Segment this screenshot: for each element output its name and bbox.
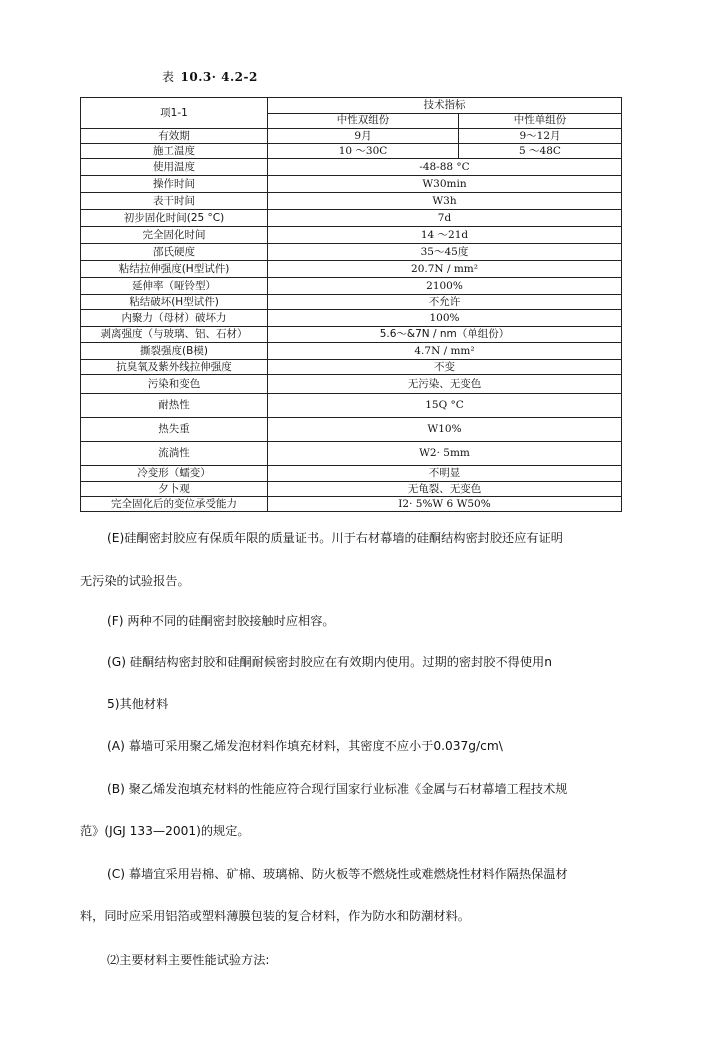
row-name: 完全固化后的变位承受能力 (81, 497, 268, 512)
row-name: 撕裂强度(B模) (81, 343, 268, 360)
paragraph-a: (A) 幕墙可采用聚乙烯发泡材料作填充材料，其密度不应小于0.037g/cm\ (107, 739, 503, 753)
paragraph-e-cont: 无污染的试验报告。 (80, 574, 190, 588)
row-name: 初步固化时间(25 °C) (81, 210, 268, 227)
table-caption (162, 68, 258, 85)
row-name: 有效期 (81, 129, 268, 144)
header-tech: 技术指标 (268, 98, 622, 114)
paragraph-e: (E)硅酮密封胶应有保质年限的质量证书。川于右材幕墙的硅酮结构密封胶还应有证明 (107, 531, 563, 545)
row-value: 无龟裂、无变色 (268, 482, 622, 497)
row-name: 使用温度 (81, 159, 268, 176)
row-name: 热失重 (81, 418, 268, 442)
row-value: -48-88 °C (268, 159, 622, 176)
row-dual: 9月 (268, 129, 459, 144)
row-name: 完全固化时间 (81, 227, 268, 244)
row-value: 100% (268, 310, 622, 327)
row-name: 延伸率（哑铃型） (81, 278, 268, 295)
table-row (81, 129, 622, 144)
table-row (81, 193, 622, 210)
row-value: 35～45度 (268, 244, 622, 261)
table-row (81, 310, 622, 327)
row-value: 15Q °C (268, 394, 622, 418)
row-value: 4.7N / mm² (268, 343, 622, 360)
table-row (81, 343, 622, 360)
row-value: W10% (268, 418, 622, 442)
row-name: 夕卜观 (81, 482, 268, 497)
row-value: 14 ～21d (268, 227, 622, 244)
table-row (81, 159, 622, 176)
table-row (81, 278, 622, 295)
row-name: 污染和变色 (81, 375, 268, 394)
row-name: 表干时间 (81, 193, 268, 210)
row-value: 不明显 (268, 466, 622, 482)
section-test-methods: ⑵主要材料主要性能试验方法: (107, 953, 270, 967)
table-row (81, 442, 622, 466)
row-value: 20.7N / mm² (268, 261, 622, 278)
table-row (81, 176, 622, 193)
row-single: 5 ～48C (459, 144, 622, 159)
header-single: 中性单组份 (459, 113, 622, 129)
table-row (81, 227, 622, 244)
table-row (81, 210, 622, 227)
row-single: 9～12月 (459, 129, 622, 144)
row-name: 耐热性 (81, 394, 268, 418)
row-value: W30min (268, 176, 622, 193)
table-row (81, 261, 622, 278)
paragraph-f: (F) 两种不同的硅酮密封胶接触时应相容。 (107, 614, 335, 628)
row-value: W2· 5mm (268, 442, 622, 466)
row-value: 2100% (268, 278, 622, 295)
row-value: 7d (268, 210, 622, 227)
header-item: 项1-1 (81, 98, 268, 129)
paragraph-b: (B) 聚乙烯发泡填充材料的性能应符合现行国家行业标准《金属与石材幕墙工程技术规 (107, 782, 568, 796)
table-row (81, 244, 622, 261)
row-value: I2· 5%W 6 W50% (268, 497, 622, 512)
header-dual: 中性双组份 (268, 113, 459, 129)
paragraph-b-cont: 范》(JGJ 133—2001)的规定。 (80, 824, 250, 838)
spec-table (80, 97, 622, 512)
paragraph-c-cont: 料，同时应采用铝箔或塑料薄膜包装的复合材料，作为防水和防潮材料。 (80, 909, 470, 923)
row-name: 流淌性 (81, 442, 268, 466)
caption-label: 表 (162, 70, 175, 84)
row-name: 操作时间 (81, 176, 268, 193)
table-row (81, 482, 622, 497)
row-name: 粘结拉伸强度(H型试件) (81, 261, 268, 278)
row-value: 无污染、无变色 (268, 375, 622, 394)
section-other-materials: 5)其他材料 (107, 697, 169, 711)
row-name: 邵氏硬度 (81, 244, 268, 261)
row-name: 内聚力（母材）破坏力 (81, 310, 268, 327)
table-row (81, 418, 622, 442)
paragraph-g: (G) 硅酮结构密封胶和硅酮耐候密封胶应在有效期内使用。过期的密封胶不得使用n (107, 655, 552, 669)
table-row (81, 327, 622, 343)
table-row (81, 295, 622, 310)
paragraph-c: (C) 幕墙宜采用岩棉、矿棉、玻璃棉、防火板等不燃烧性或难燃烧性材料作隔热保温材 (107, 867, 568, 881)
table-row (81, 394, 622, 418)
caption-number: 10.3· 4.2-2 (180, 70, 258, 84)
row-value: 5.6～&7N / nm（单组份） (268, 327, 622, 343)
row-dual: 10 ～30C (268, 144, 459, 159)
row-name: 粘结破坏(H型试件) (81, 295, 268, 310)
row-name: 施工温度 (81, 144, 268, 159)
row-value: 不变 (268, 360, 622, 375)
table-row (81, 497, 622, 512)
table-row (81, 144, 622, 159)
row-name: 抗臭氧及紫外线拉伸强度 (81, 360, 268, 375)
table-row (81, 360, 622, 375)
row-value: W3h (268, 193, 622, 210)
table-row (81, 375, 622, 394)
row-name: 剥离强度（与玻璃、铝、石材） (81, 327, 268, 343)
table-row (81, 466, 622, 482)
row-name: 冷变形（蠕变） (81, 466, 268, 482)
row-value: 不允许 (268, 295, 622, 310)
